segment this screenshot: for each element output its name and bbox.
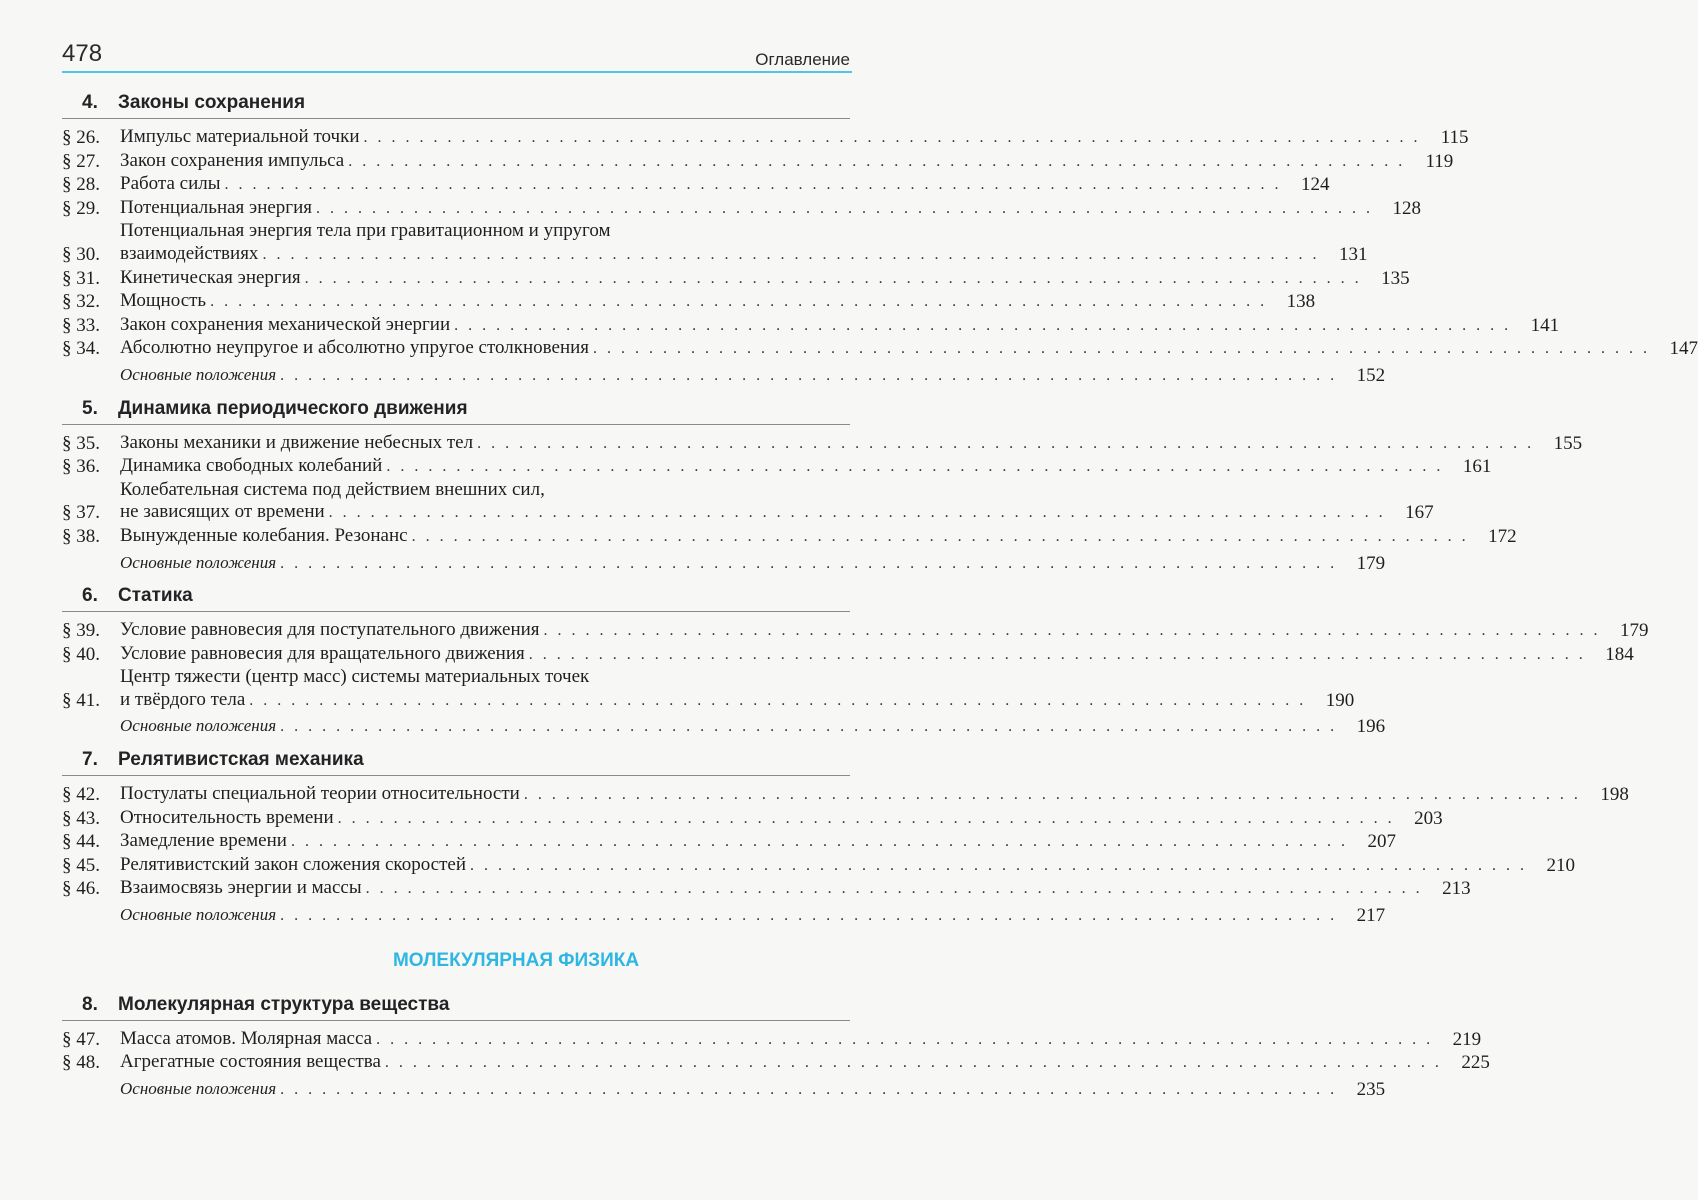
entry-body <box>120 126 1425 150</box>
paragraph-number: § 36. <box>62 456 100 478</box>
entry-last-line <box>120 830 1352 854</box>
paragraph-number: § 45. <box>62 854 100 876</box>
entry-body <box>120 220 1323 266</box>
entry-title-line: Условие равновесия для вращательного движения <box>120 642 525 664</box>
toc-entry <box>62 1051 1490 1075</box>
toc-entry <box>62 126 1469 150</box>
dot-leader: . . . . . . . . . . . . . . . . . . . . . . . . . . . . . . . . . . . . . . . . . . . . . . . . . . . . . . . . . . . . . . . . . . . . . . . . . . . . <box>290 833 1348 851</box>
page-number-ref: 167 <box>1405 502 1434 524</box>
entry-title-line: Потенциальная энергия <box>120 196 313 218</box>
page-number-ref: 128 <box>1392 197 1422 219</box>
page-number-ref: 131 <box>1338 243 1368 265</box>
entry-body <box>120 337 1654 361</box>
dot-leader: . . . . . . . . . . . . . . . . . . . . . . . . . . . . . . . . . . . . . . . . . . . . . . . . . . . . . . . . . . . . . . . . . . . . . . . . . . . . <box>316 199 1374 217</box>
chapters-group-b <box>62 990 1490 1102</box>
entry-title-line: Постулаты специальной теории относительности <box>120 783 520 805</box>
entry-last-line <box>120 807 1399 831</box>
entry-body <box>120 854 1531 878</box>
entry-last-line <box>120 1028 1437 1052</box>
entry-last-line <box>120 150 1409 174</box>
entry-body <box>120 830 1352 854</box>
toc-entry <box>62 290 1316 314</box>
dot-leader: . . . . . . . . . . . . . . . . . . . . . . . . . . . . . . . . . . . . . . . . . . . . . . . . . . . . . . . . . . . . . . . . . . . . . . . . . . . . <box>337 809 1395 827</box>
page-number-ref: 115 <box>1440 127 1469 148</box>
summary-entry <box>62 364 1386 388</box>
entry-last-line <box>120 689 1310 713</box>
entry-title-line: Замедление времени <box>120 830 287 852</box>
entry-body <box>120 290 1271 314</box>
toc-entry <box>62 853 1576 878</box>
dot-leader: . . . . . . . . . . . . . . . . . . . . . . . . . . . . . . . . . . . . . . . . . . . . . . . . . . . . . . . . . . . . . . . . . . . . . . . . . . . . <box>304 269 1362 287</box>
summary-label: Основные положения <box>120 905 277 925</box>
paragraph-number: § 37. <box>62 502 100 524</box>
entry-title-line: Вынужденные колебания. Резонанс <box>120 524 408 546</box>
entry-body <box>120 479 1390 525</box>
entry-body <box>120 455 1447 479</box>
entry-title-line: Кинетическая энергия <box>120 266 301 288</box>
entry-body <box>120 904 1341 928</box>
dot-leader: . . . . . . . . . . . . . . . . . . . . . . . . . . . . . . . . . . . . . . . . . . . . . . . . . . . . . . . . . . . . . . . . . . . . . . . . . . . . <box>543 622 1601 640</box>
toc-entry <box>62 266 1410 291</box>
summary-label: Основные положения <box>120 716 277 736</box>
entry-title-line: Динамика свободных колебаний <box>120 455 383 477</box>
table-of-contents <box>62 88 1698 1107</box>
paragraph-number: § 35. <box>62 432 100 454</box>
entry-title-line: Центр тяжести (центр масс) системы материальных точек <box>120 666 590 688</box>
paragraph-number: § 46. <box>62 878 100 900</box>
paragraph-number: § 28. <box>62 174 100 196</box>
dot-leader: . . . . . . . . . . . . . . . . . . . . . . . . . . . . . . . . . . . . . . . . . . . . . . . . . . . . . . . . . . . . . . . . . . . . . . . . . . . . <box>280 366 1338 384</box>
entry-body <box>120 1051 1446 1075</box>
entry-title-line: Мощность <box>120 290 207 312</box>
entry-title-line: не зависящих от времени <box>120 501 325 523</box>
entry-last-line <box>120 619 1605 643</box>
dot-leader: . . . . . . . . . . . . . . . . . . . . . . . . . . . . . . . . . . . . . . . . . . . . . . . . . . . . . . . . . . . . . . . . . . . . . . . . . . . . <box>386 458 1444 476</box>
chapter-rule <box>62 118 850 119</box>
dot-leader: . . . . . . . . . . . . . . . . . . . . . . . . . . . . . . . . . . . . . . . . . . . . . . . . . . . . . . . . . . . . . . . . . . . . . . . . . . . . <box>470 856 1528 874</box>
page-number-ref: 198 <box>1600 784 1629 806</box>
chapter-name: Динамика периодического движения <box>118 397 468 419</box>
dot-leader: . . . . . . . . . . . . . . . . . . . . . . . . . . . . . . . . . . . . . . . . . . . . . . . . . . . . . . . . . . . . . . . . . . . . . . . . . . . . <box>365 880 1423 898</box>
chapter-title <box>62 745 850 775</box>
paragraph-number: § 26. <box>62 127 100 148</box>
page-number-ref: 219 <box>1452 1028 1482 1050</box>
page-number-ref: 207 <box>1367 831 1396 853</box>
page-number-ref: 179 <box>1356 552 1386 574</box>
entry-last-line <box>120 173 1285 197</box>
summary-entry <box>62 552 1386 576</box>
entry-body <box>120 525 1473 549</box>
toc-entry <box>62 783 1629 807</box>
summary-entry <box>62 1078 1386 1102</box>
toc-entry <box>62 196 1422 221</box>
paragraph-number: § 41. <box>62 689 100 711</box>
entry-last-line <box>120 715 1341 739</box>
entry-body <box>120 314 1515 338</box>
entry-title-line: Относительность времени <box>120 806 334 828</box>
toc-entry <box>62 149 1454 174</box>
dot-leader: . . . . . . . . . . . . . . . . . . . . . . . . . . . . . . . . . . . . . . . . . . . . . . . . . . . . . . . . . . . . . . . . . . . . . . . . . . . . <box>280 554 1338 572</box>
entry-last-line <box>120 432 1538 456</box>
entry-last-line <box>120 501 1390 525</box>
toc-entry <box>62 619 1649 643</box>
page-number-ref: 213 <box>1442 878 1471 900</box>
toc-entry <box>62 455 1492 479</box>
toc-entry <box>62 524 1517 549</box>
page-number-ref: 184 <box>1605 643 1634 665</box>
entry-last-line <box>120 337 1654 361</box>
running-title: Оглавление <box>755 50 850 69</box>
page-number-ref: 235 <box>1356 1078 1386 1100</box>
entry-last-line <box>120 126 1425 150</box>
toc-entry <box>62 806 1443 831</box>
page-number-ref: 152 <box>1356 364 1386 386</box>
entry-body <box>120 552 1341 576</box>
paragraph-number: § 47. <box>62 1028 100 1050</box>
entry-title-line: взаимодействиях <box>120 242 259 264</box>
dot-leader: . . . . . . . . . . . . . . . . . . . . . . . . . . . . . . . . . . . . . . . . . . . . . . . . . . . . . . . . . . . . . . . . . . . . . . . . . . . . <box>384 1054 1442 1072</box>
page-number-ref: 203 <box>1414 807 1443 829</box>
entry-title-line: Колебательная система под действием внешних сил, <box>120 478 545 500</box>
chapter-number: 6. <box>82 585 98 607</box>
entry-title-line: Агрегатные состояния вещества <box>120 1051 381 1073</box>
dot-leader: . . . . . . . . . . . . . . . . . . . . . . . . . . . . . . . . . . . . . . . . . . . . . . . . . . . . . . . . . . . . . . . . . . . . . . . . . . . . <box>210 293 1268 311</box>
paragraph-number: § 33. <box>62 314 100 336</box>
page-number-ref: 217 <box>1356 905 1386 927</box>
entry-title-line: Условие равновесия для поступательного движения <box>120 619 540 641</box>
page-header <box>62 38 850 72</box>
entry-body <box>120 715 1341 739</box>
entry-title-line: Закон сохранения импульса <box>120 149 345 171</box>
page-number-ref: 138 <box>1286 291 1316 313</box>
dot-leader: . . . . . . . . . . . . . . . . . . . . . . . . . . . . . . . . . . . . . . . . . . . . . . . . . . . . . . . . . . . . . . . . . . . . . . . . . . . . <box>411 527 1469 545</box>
entry-last-line <box>120 1051 1446 1075</box>
toc-entry <box>62 642 1634 667</box>
page-number-ref: 210 <box>1546 854 1576 876</box>
entry-last-line <box>120 552 1341 576</box>
toc-entry <box>62 220 1368 266</box>
entry-body <box>120 173 1285 197</box>
chapters-group-a <box>62 88 1698 928</box>
paragraph-number: § 40. <box>62 643 100 665</box>
entry-last-line <box>120 197 1377 221</box>
entry-body <box>120 643 1590 667</box>
page-number-ref: 147 <box>1669 338 1698 360</box>
dot-leader: . . . . . . . . . . . . . . . . . . . . . . . . . . . . . . . . . . . . . . . . . . . . . . . . . . . . . . . . . . . . . . . . . . . . . . . . . . . . <box>280 718 1338 736</box>
page-number-ref: 135 <box>1381 267 1410 289</box>
chapter-name: Статика <box>118 585 193 607</box>
page-number-ref: 141 <box>1530 314 1560 336</box>
chapter-name: Законы сохранения <box>118 92 306 113</box>
header-rule <box>62 71 852 73</box>
entry-last-line <box>120 904 1341 928</box>
chapter-title <box>62 88 850 118</box>
summary-label: Основные положения <box>120 364 277 384</box>
summary-label: Основные положения <box>120 552 277 572</box>
entry-title-line: Релятивистский закон сложения скоростей <box>120 853 467 875</box>
chapter <box>62 394 1583 576</box>
paragraph-number: § 29. <box>62 197 100 219</box>
entry-last-line <box>120 525 1473 549</box>
entry-last-line <box>120 364 1341 388</box>
page-number-ref: 119 <box>1425 150 1454 172</box>
entry-last-line <box>120 783 1585 807</box>
dot-leader: . . . . . . . . . . . . . . . . . . . . . . . . . . . . . . . . . . . . . . . . . . . . . . . . . . . . . . . . . . . . . . . . . . . . . . . . . . . . <box>523 786 1581 804</box>
toc-entry <box>62 478 1434 525</box>
paragraph-number: § 30. <box>62 243 100 265</box>
chapter-rule <box>62 775 850 776</box>
summary-label: Основные положения <box>120 1078 277 1098</box>
entry-body <box>120 619 1605 643</box>
entry-body <box>120 364 1341 388</box>
entry-last-line <box>120 267 1366 291</box>
entry-title-line: Потенциальная энергия тела при гравитационном и упругом <box>120 220 611 242</box>
entry-body <box>120 197 1377 221</box>
paragraph-number: § 42. <box>62 784 100 806</box>
dot-leader: . . . . . . . . . . . . . . . . . . . . . . . . . . . . . . . . . . . . . . . . . . . . . . . . . . . . . . . . . . . . . . . . . . . . . . . . . . . . <box>376 1030 1434 1048</box>
entry-body <box>120 150 1409 174</box>
toc-entry <box>62 313 1560 338</box>
entry-last-line <box>120 290 1271 314</box>
entry-last-line <box>120 1078 1341 1102</box>
dot-leader: . . . . . . . . . . . . . . . . . . . . . . . . . . . . . . . . . . . . . . . . . . . . . . . . . . . . . . . . . . . . . . . . . . . . . . . . . . . . <box>454 316 1512 334</box>
entry-body <box>120 267 1366 291</box>
dot-leader: . . . . . . . . . . . . . . . . . . . . . . . . . . . . . . . . . . . . . . . . . . . . . . . . . . . . . . . . . . . . . . . . . . . . . . . . . . . . <box>528 645 1586 663</box>
page-number-ref: 172 <box>1488 525 1517 547</box>
chapter-number: 7. <box>82 749 98 771</box>
chapter-number: 8. <box>82 993 98 1015</box>
chapter <box>62 88 1698 388</box>
chapter-title <box>62 581 850 611</box>
entry-body <box>120 807 1399 831</box>
entry-body <box>120 1028 1437 1052</box>
chapter <box>62 990 1490 1102</box>
dot-leader: . . . . . . . . . . . . . . . . . . . . . . . . . . . . . . . . . . . . . . . . . . . . . . . . . . . . . . . . . . . . . . . . . . . . . . . . . . . . <box>262 245 1320 263</box>
page-number: 478 <box>62 40 103 67</box>
dot-leader: . . . . . . . . . . . . . . . . . . . . . . . . . . . . . . . . . . . . . . . . . . . . . . . . . . . . . . . . . . . . . . . . . . . . . . . . . . . . <box>249 691 1307 709</box>
paragraph-number: § 43. <box>62 807 100 829</box>
entry-body <box>120 666 1310 712</box>
entry-title-line: Масса атомов. Молярная масса <box>120 1027 373 1049</box>
toc-entry <box>62 431 1583 456</box>
chapter-rule <box>62 1020 850 1021</box>
entry-last-line <box>120 455 1447 479</box>
paragraph-number: § 31. <box>62 267 100 289</box>
chapter-rule <box>62 424 850 425</box>
dot-leader: . . . . . . . . . . . . . . . . . . . . . . . . . . . . . . . . . . . . . . . . . . . . . . . . . . . . . . . . . . . . . . . . . . . . . . . . . . . . <box>348 152 1406 170</box>
entry-title-line: Взаимосвязь энергии и массы <box>120 877 362 899</box>
entry-title-line: Работа силы <box>120 173 221 195</box>
toc-entry <box>62 830 1396 854</box>
chapter-title <box>62 990 850 1020</box>
dot-leader: . . . . . . . . . . . . . . . . . . . . . . . . . . . . . . . . . . . . . . . . . . . . . . . . . . . . . . . . . . . . . . . . . . . . . . . . . . . . <box>477 434 1535 452</box>
chapter <box>62 745 1629 928</box>
entry-last-line <box>120 877 1427 901</box>
chapter-name: Молекулярная структура вещества <box>118 993 450 1015</box>
dot-leader: . . . . . . . . . . . . . . . . . . . . . . . . . . . . . . . . . . . . . . . . . . . . . . . . . . . . . . . . . . . . . . . . . . . . . . . . . . . . <box>593 340 1651 358</box>
paragraph-number: § 34. <box>62 338 100 360</box>
chapter-title <box>62 394 850 424</box>
toc-entry <box>62 173 1330 197</box>
paragraph-number: § 39. <box>62 620 100 642</box>
dot-leader: . . . . . . . . . . . . . . . . . . . . . . . . . . . . . . . . . . . . . . . . . . . . . . . . . . . . . . . . . . . . . . . . . . . . . . . . . . . . <box>328 504 1386 522</box>
page-number-ref: 161 <box>1462 456 1492 478</box>
chapter-number: 4. <box>82 92 98 113</box>
chapter-rule <box>62 611 850 612</box>
entry-title-line: Абсолютно неупругое и абсолютно упругое столкновения <box>120 337 590 359</box>
page-number-ref: 225 <box>1461 1052 1490 1074</box>
entry-body <box>120 877 1427 901</box>
entry-last-line <box>120 643 1590 667</box>
paragraph-number: § 48. <box>62 1052 100 1074</box>
page-number-ref: 196 <box>1356 716 1386 738</box>
paragraph-number: § 32. <box>62 291 100 313</box>
paragraph-number: § 44. <box>62 831 100 853</box>
summary-entry <box>62 904 1386 928</box>
summary-entry <box>62 715 1386 739</box>
entry-body <box>120 783 1585 807</box>
section-title: МОЛЕКУЛЯРНАЯ ФИЗИКА <box>392 949 640 971</box>
paragraph-number: § 38. <box>62 525 100 547</box>
dot-leader: . . . . . . . . . . . . . . . . . . . . . . . . . . . . . . . . . . . . . . . . . . . . . . . . . . . . . . . . . . . . . . . . . . . . . . . . . . . . <box>280 1080 1338 1098</box>
page-number-ref: 124 <box>1300 174 1330 196</box>
chapter <box>62 581 1649 739</box>
entry-body <box>120 432 1538 456</box>
page-number-ref: 155 <box>1553 432 1583 454</box>
entry-last-line <box>120 243 1323 267</box>
dot-leader: . . . . . . . . . . . . . . . . . . . . . . . . . . . . . . . . . . . . . . . . . . . . . . . . . . . . . . . . . . . . . . . . . . . . . . . . . . . . <box>363 129 1421 146</box>
toc-entry <box>62 666 1355 712</box>
page-number-ref: 190 <box>1325 689 1355 711</box>
toc-entry <box>62 1027 1482 1052</box>
toc-entry <box>62 337 1698 361</box>
entry-last-line <box>120 854 1531 878</box>
toc-entry <box>62 877 1471 901</box>
chapter-name: Релятивистская механика <box>118 749 364 771</box>
page-number-ref: 179 <box>1620 620 1649 642</box>
entry-title-line: и твёрдого тела <box>120 688 246 710</box>
entry-body <box>120 1078 1341 1102</box>
entry-title-line: Законы механики и движение небесных тел <box>120 431 474 453</box>
paragraph-number: § 27. <box>62 150 100 172</box>
entry-title-line: Импульс материальной точки <box>120 126 360 147</box>
dot-leader: . . . . . . . . . . . . . . . . . . . . . . . . . . . . . . . . . . . . . . . . . . . . . . . . . . . . . . . . . . . . . . . . . . . . . . . . . . . . <box>280 907 1338 925</box>
dot-leader: . . . . . . . . . . . . . . . . . . . . . . . . . . . . . . . . . . . . . . . . . . . . . . . . . . . . . . . . . . . . . . . . . . . . . . . . . . . . <box>224 176 1282 194</box>
entry-title-line: Закон сохранения механической энергии <box>120 313 451 335</box>
chapter-number: 5. <box>82 397 98 419</box>
entry-last-line <box>120 314 1515 338</box>
